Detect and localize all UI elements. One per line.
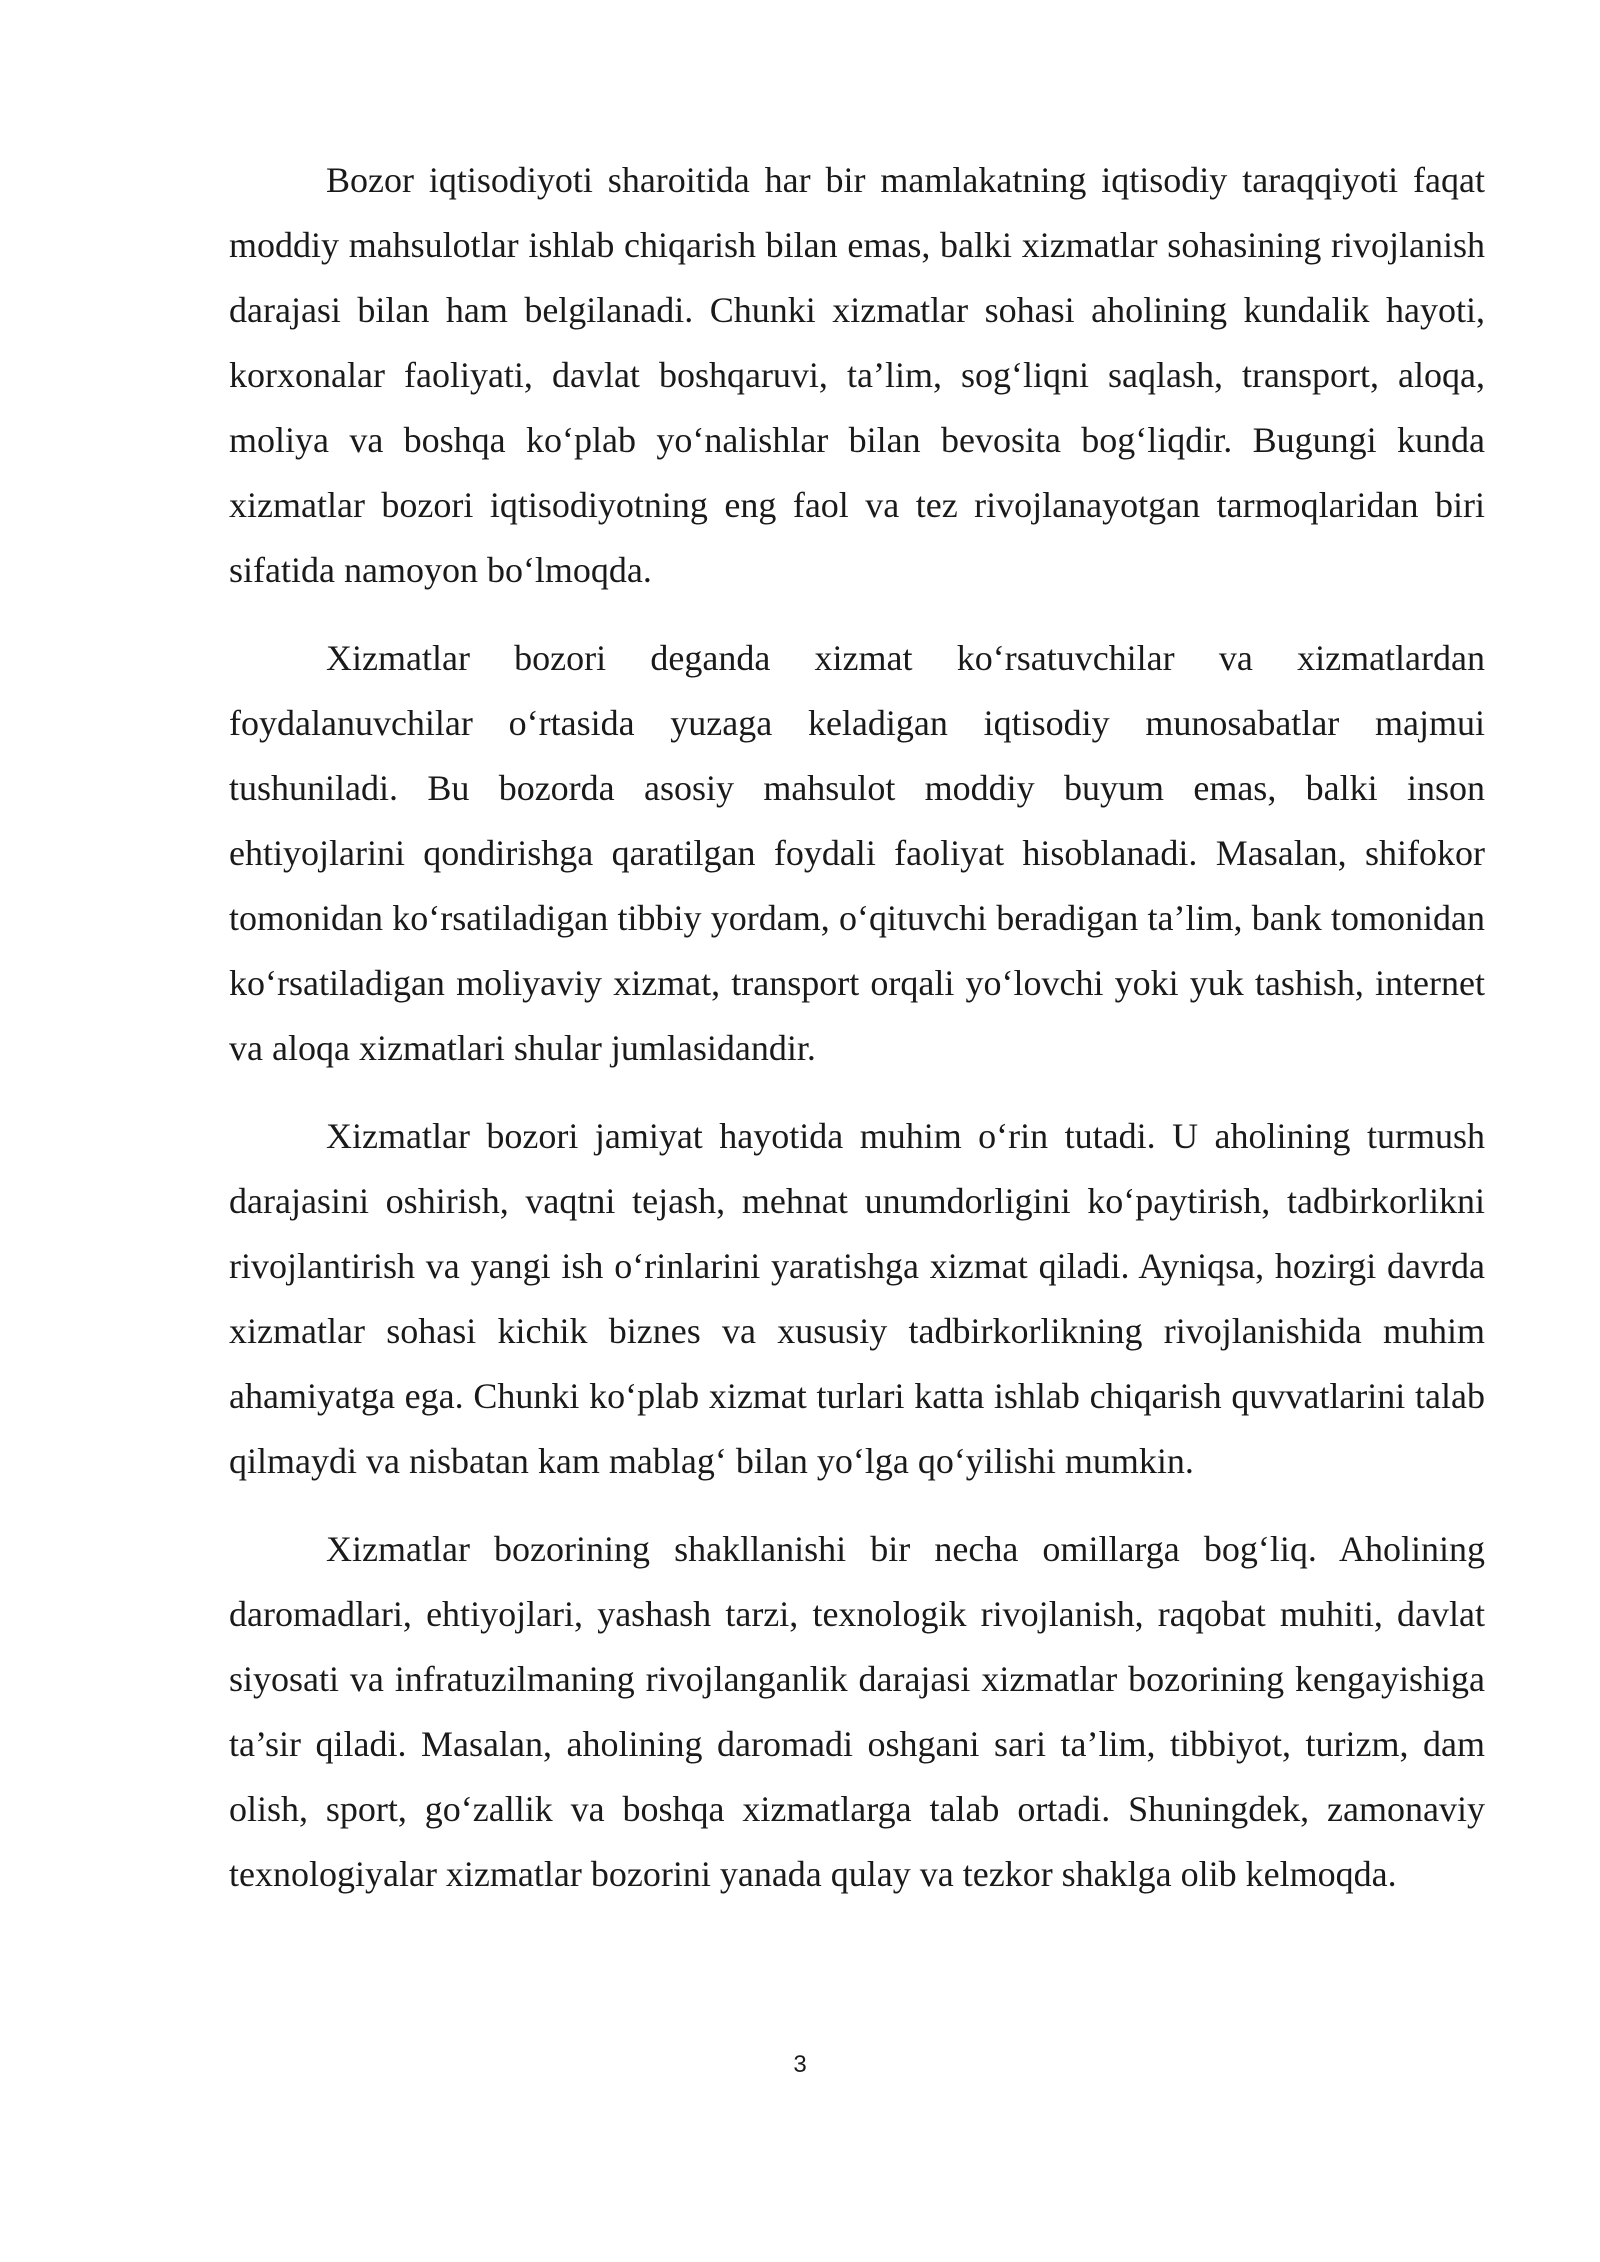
document-body xyxy=(229,148,1485,1930)
paragraph: Xizmatlar bozori jamiyat hayotida muhim o‘rin tutadi. U aholining turmush darajasini oshirish, vaqtni tejash, mehnat unumdorligini ko‘paytirish, tadbirkorlikni rivojlantirish va yangi ish o‘rinlarini yaratishga xizmat qiladi. Ayniqsa, hozirgi davrda xizmatlar sohasi kichik biznes va xususiy tadbirkorlikning rivojlanishida muhim ahamiyatga ega. Chunki ko‘plab xizmat turlari katta ishlab chiqarish quvvatlarini talab qilmaydi va nisbatan kam mablag‘ bilan yo‘lga qo‘yilishi mumkin. xyxy=(229,1116,1485,1481)
paragraph: Xizmatlar bozori deganda xizmat ko‘rsatuvchilar va xizmatlardan foydalanuvchilar o‘rtasida yuzaga keladigan iqtisodiy munosabatlar majmui tushuniladi. Bu bozorda asosiy mahsulot moddiy buyum emas, balki inson ehtiyojlarini qondirishga qaratilgan foydali faoliyat hisoblanadi. Masalan, shifokor tomonidan ko‘rsatiladigan tibbiy yordam, o‘qituvchi beradigan ta’lim, bank tomonidan ko‘rsatiladigan moliyaviy xizmat, transport orqali yo‘lovchi yoki yuk tashish, internet va aloqa xizmatlari shular jumlasidandir. xyxy=(229,638,1485,1068)
page-number: 3 xyxy=(793,2051,807,2078)
paragraph: Bozor iqtisodiyoti sharoitida har bir mamlakatning iqtisodiy taraqqiyoti faqat moddiy mahsulotlar ishlab chiqarish bilan emas, balki xizmatlar sohasining rivojlanish darajasi bilan ham belgilanadi. Chunki xizmatlar sohasi aholining kundalik hayoti, korxonalar faoliyati, davlat boshqaruvi, ta’lim, sog‘liqni saqlash, transport, aloqa, moliya va boshqa ko‘plab yo‘nalishlar bilan bevosita bog‘liqdir. Bugungi kunda xizmatlar bozori iqtisodiyotning eng faol va tez rivojlanayotgan tarmoqlaridan biri sifatida namoyon bo‘lmoqda. xyxy=(229,160,1485,590)
paragraph: Xizmatlar bozorining shakllanishi bir necha omillarga bog‘liq. Aholining daromadlari, ehtiyojlari, yashash tarzi, texnologik rivojlanish, raqobat muhiti, davlat siyosati va infratuzilmaning rivojlanganlik darajasi xizmatlar bozorining kengayishiga ta’sir qiladi. Masalan, aholining daromadi oshgani sari ta’lim, tibbiyot, turizm, dam olish, sport, go‘zallik va boshqa xizmatlarga talab ortadi. Shuningdek, zamonaviy texnologiyalar xizmatlar bozorini yanada qulay va tezkor shaklga olib kelmoqda. xyxy=(229,1529,1485,1894)
